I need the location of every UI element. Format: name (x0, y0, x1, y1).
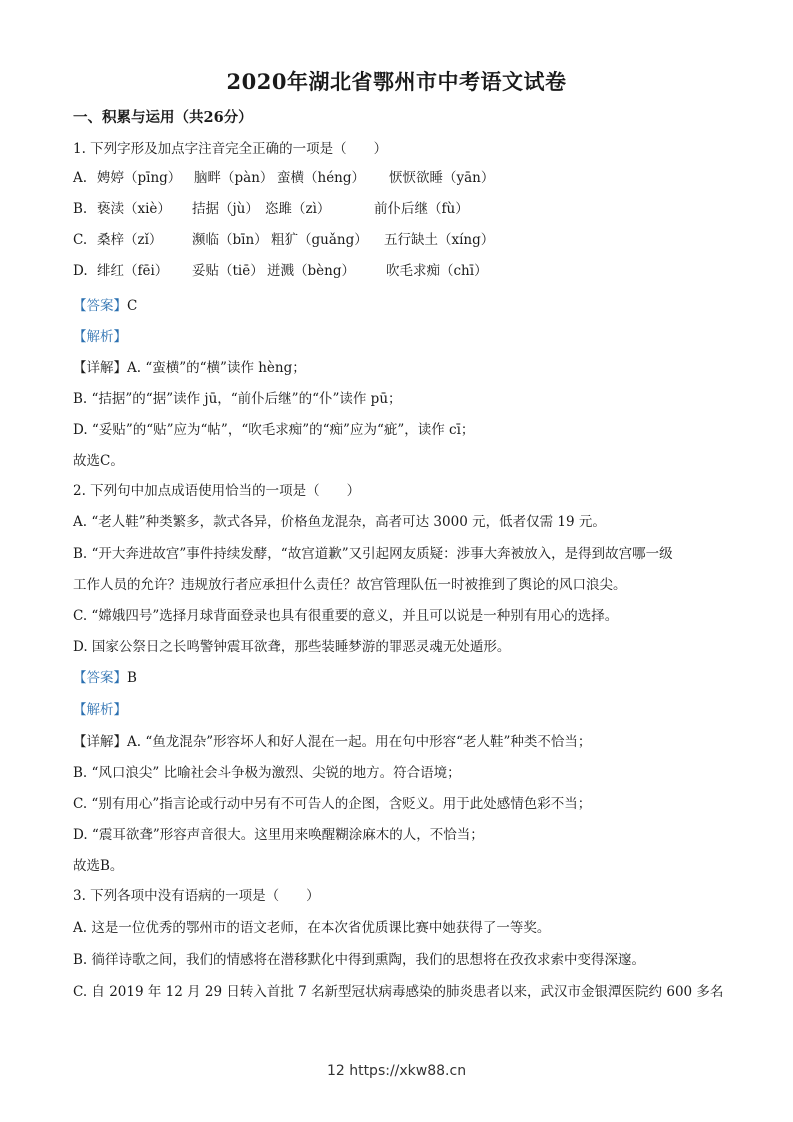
q2-option: A. “老人鞋”种类繁多，款式各异，价格鱼龙混杂，高者可达 3000 元，低者仅需 19 元。 (73, 514, 606, 530)
q1-option-c-item: 桑梓（zǐ） (97, 232, 163, 248)
q1-option-b-item: 前仆后继（fù） (374, 201, 469, 217)
q1-option-a-item: 恹恹欲睡（yān） (389, 170, 495, 186)
q1-option-b-item: 拮据（jù） (192, 201, 259, 217)
q1-option-c-item: 粗犷（guǎng） (271, 232, 368, 248)
q2-analysis-tag: 【解析】 (73, 702, 127, 718)
q2-detail-line: B. “风口浪尖” 比喻社会斗争极为激烈、尖锐的地方。符合语境； (73, 765, 461, 781)
q2-stem: 2. 下列句中加点成语使用恰当的一项是（ ） (73, 483, 361, 499)
q1-option-b-item: 恣雎（zì） (265, 201, 331, 217)
q1-option-d-item: 绯红（fēi） (97, 263, 169, 279)
q2-option: C. “嫦娥四号”选择月球背面登录也具有很重要的意义，并且可以说是一种别有用心的选择。 (73, 608, 619, 624)
q2-option-continuation: 工作人员的允许？违规放行者应承担什么责任？故宫管理队伍一时被推到了舆论的风口浪尖。 (73, 577, 627, 593)
q1-option-c-item: 濒临（bīn） (192, 232, 268, 248)
q1-detail-line: 故选C。 (73, 453, 124, 469)
q1-analysis-tag: 【解析】 (73, 329, 127, 345)
section-heading: 一、积累与运用（共26分） (73, 109, 253, 126)
page-footer: 12 https://xkw88.cn (326, 1063, 467, 1079)
answer-value: B (127, 670, 137, 686)
q1-answer (73, 296, 743, 316)
document-title: 2020年湖北省鄂州市中考语文试卷 (226, 69, 567, 94)
q1-detail-line: B. “拮据”的“据”读作 jū，“前仆后继”的“仆”读作 pū； (73, 391, 402, 407)
q1-option-d-item: 迸溅（bèng） (267, 263, 355, 279)
q2-option: B. “开大奔进故宫”事件持续发酵，“故宫道歉”又引起网友质疑：涉事大奔被放入，是得到故宫哪一级 (73, 546, 673, 562)
q1-option-c-item: 五行缺土（xíng） (384, 232, 495, 248)
q1-detail-line: D. “妥贴”的“贴”应为“帖”，“吹毛求痴”的“痴”应为“疵”，读作 cī； (73, 422, 475, 438)
q2-option: D. 国家公祭日之长鸣警钟震耳欲聋，那些装睡梦游的罪恶灵魂无处遁形。 (73, 639, 511, 655)
q1-option-a-label: A. (73, 170, 88, 186)
q2-detail-line: D. “震耳欲聋”形容声音很大。这里用来唤醒糊涂麻木的人，不恰当； (73, 827, 484, 843)
q2-detail-line: C. “别有用心”指言论或行动中另有不可告人的企图，含贬义。用于此处感情色彩不当； (73, 796, 592, 812)
answer-tag: 【答案】 (73, 670, 127, 686)
q1-option-c-label: C. (73, 232, 88, 248)
q1-option-d-item: 吹毛求痴（chī） (386, 263, 488, 279)
answer-tag: 【答案】 (73, 298, 127, 314)
q1-stem: 1. 下列字形及加点字注音完全正确的一项是（ ） (73, 141, 388, 157)
q1-option-d-item: 妥贴（tiē） (192, 263, 264, 279)
q2-detail-line: 【详解】A. “鱼龙混杂”形容坏人和好人混在一起。用在句中形容“老人鞋”种类不恰当； (73, 734, 592, 750)
q1-option-d-label: D. (73, 263, 88, 279)
q1-option-b-item: 亵渎（xiè） (97, 201, 171, 217)
q2-detail-line: 故选B。 (73, 858, 124, 874)
q1-option-a-item: 娉婷（pīng） (97, 170, 182, 186)
q2-answer (73, 668, 743, 688)
q1-option-a-item: 脑畔（pàn） (194, 170, 274, 186)
q3-stem: 3. 下列各项中没有语病的一项是（ ） (73, 888, 320, 904)
q1-option-a-item: 蛮横（héng） (277, 170, 366, 186)
q3-option: B. 徜徉诗歌之间，我们的情感将在潜移默化中得到熏陶，我们的思想将在孜孜求索中变得深邃。 (73, 952, 646, 968)
q1-detail-line: 【详解】A. “蛮横”的“横”读作 hèng； (73, 360, 306, 376)
q3-option: C. 自 2019 年 12 月 29 日转入首批 7 名新型冠状病毒感染的肺炎患者以来，武汉市金银潭医院约 600 多名 (73, 984, 724, 1000)
q1-option-b-label: B. (73, 201, 88, 217)
answer-value: C (127, 298, 138, 314)
q3-option: A. 这是一位优秀的鄂州市的语文老师，在本次省优质课比赛中她获得了一等奖。 (73, 920, 551, 936)
